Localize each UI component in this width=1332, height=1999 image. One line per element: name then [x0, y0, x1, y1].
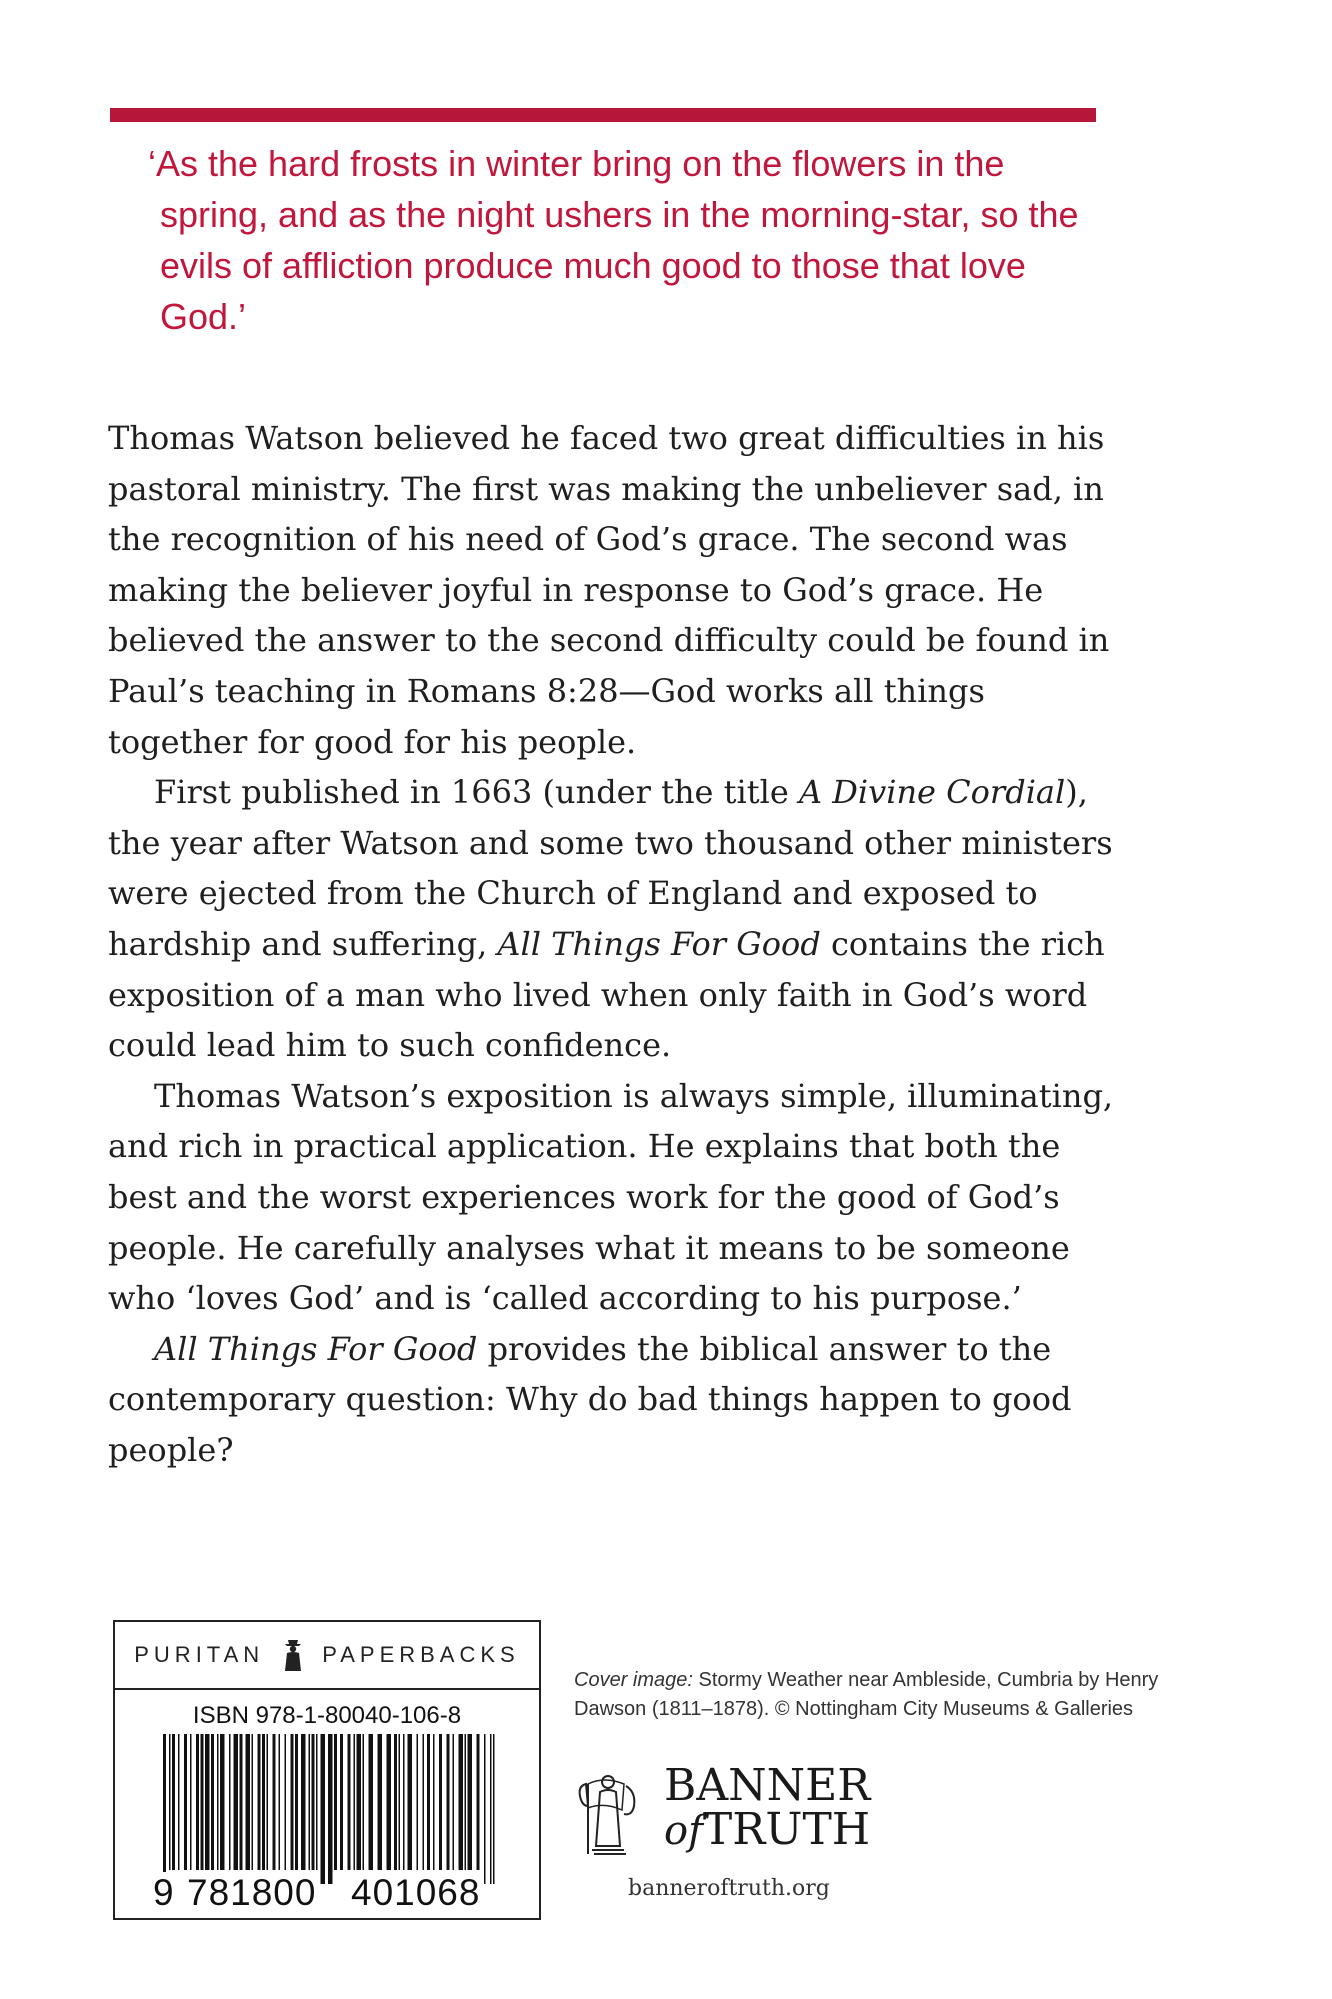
- puritan-figure-icon: [280, 1637, 306, 1673]
- barcode-bar: [354, 1734, 356, 1870]
- barcode-bar: [468, 1734, 473, 1870]
- barcode-bar: [178, 1734, 180, 1870]
- publisher-name: [664, 1760, 871, 1855]
- barcode-bar: [205, 1734, 210, 1870]
- title-all-things-for-good: All Things For Good: [154, 1329, 478, 1368]
- barcode-bar: [484, 1734, 486, 1884]
- barcode-bar: [423, 1734, 425, 1870]
- barcode-bar: [477, 1734, 480, 1870]
- title-all-things-for-good: All Things For Good: [497, 924, 821, 963]
- barcode-bar: [399, 1734, 401, 1870]
- barcode-bar: [273, 1734, 276, 1870]
- cover-credit: [574, 1666, 1214, 1724]
- barcode-bar: [490, 1734, 492, 1884]
- series-banner: [115, 1622, 539, 1690]
- barcode-bar: [229, 1734, 231, 1870]
- blurb-paragraph-4: All Things For Good provides the biblical answer to the contemporary question: Why do bad things happen to good people?: [108, 1329, 1072, 1469]
- publisher-name-line-2: ofTRUTH: [664, 1804, 871, 1855]
- barcode-bar: [433, 1734, 435, 1870]
- barcode-bar: [408, 1734, 413, 1870]
- barcode-digits-group-2: 401068: [351, 1872, 481, 1913]
- barcode-bar: [220, 1734, 225, 1870]
- barcode-bar: [301, 1734, 306, 1870]
- barcode-bar: [258, 1734, 261, 1870]
- barcode-bar: [403, 1734, 405, 1870]
- barcode-bar: [340, 1734, 343, 1870]
- cover-credit-text: Stormy Weather near Ambleside, Cumbria by Henry Dawson (1811–1878). © Nottingham City Museums & Galleries: [574, 1669, 1159, 1720]
- barcode-bar: [378, 1734, 383, 1870]
- series-name-left: PURITAN: [134, 1642, 265, 1667]
- barcode-bar: [211, 1734, 214, 1870]
- barcode-bar: [163, 1734, 166, 1884]
- blurb: [108, 413, 1118, 1475]
- barcode-bar: [285, 1734, 287, 1870]
- barcode-bar: [387, 1734, 392, 1870]
- barcode: [155, 1734, 505, 1884]
- barcode-bar: [246, 1734, 251, 1870]
- barcode-bar: [447, 1734, 450, 1870]
- barcode-bar: [169, 1734, 171, 1870]
- barcode-bar: [348, 1734, 351, 1870]
- blurb-paragraph-2: First published in 1663 (under the title A Divine Cordial), the year after Watson and some two thousand other ministers were ejected from the Church of England and exposed to hardship and suffering, All Things For Good contains the rich exposition of a man who lived when only faith in God’s word could lead him to such confidence.: [108, 773, 1113, 1065]
- publisher-url[interactable]: banneroftruth.org: [628, 1876, 830, 1901]
- accent-bar: [110, 108, 1096, 122]
- barcode-bar: [196, 1734, 199, 1870]
- barcode-bar: [262, 1734, 265, 1870]
- barcode-bar: [316, 1734, 318, 1870]
- isbn-box: [113, 1620, 541, 1920]
- barcode-bar: [234, 1734, 239, 1870]
- barcode-bar: [417, 1734, 419, 1870]
- barcode-bar: [427, 1734, 430, 1870]
- barcode-bar: [465, 1734, 467, 1870]
- barcode-bar: [309, 1734, 311, 1870]
- barcode-bar: [217, 1734, 219, 1870]
- barcode-bar: [394, 1734, 397, 1870]
- barcode-bar: [363, 1734, 365, 1870]
- barcode-bar: [267, 1734, 269, 1870]
- barcode-bar: [279, 1734, 281, 1870]
- barcode-bar: [369, 1734, 374, 1870]
- barcode-bar: [252, 1734, 254, 1870]
- barcode-bar: [357, 1734, 362, 1870]
- barcode-bar: [240, 1734, 243, 1870]
- barcode-bar: [328, 1734, 333, 1884]
- barcode-bar: [439, 1734, 442, 1870]
- banner-figure-icon: [574, 1766, 644, 1862]
- publisher-name-line-1: BANNER: [664, 1760, 871, 1811]
- barcode-digits-group-1: 781800: [187, 1872, 317, 1913]
- barcode-bar: [190, 1734, 192, 1870]
- barcode-bar: [184, 1734, 187, 1870]
- isbn-label: ISBN 978-1-80040-106-8: [192, 1702, 462, 1729]
- series-name-right: PAPERBACKS: [322, 1642, 520, 1667]
- barcode-bar: [201, 1734, 204, 1870]
- barcode-digit-first: 9: [153, 1872, 175, 1913]
- barcode-bar: [295, 1734, 298, 1870]
- barcode-bar: [312, 1734, 315, 1870]
- pull-quote: ‘As the hard frosts in winter bring on the flowers in the spring, and as the night ushers in the morning-star, so the evils of affliction produce much good to those that love God.’: [148, 143, 1079, 337]
- cover-credit-label: Cover image:: [574, 1669, 693, 1691]
- barcode-bar: [321, 1734, 326, 1884]
- barcode-bar: [172, 1734, 175, 1870]
- barcode-bar: [493, 1734, 495, 1884]
- barcode-bar: [334, 1734, 337, 1870]
- blurb-paragraph-3: Thomas Watson’s exposition is always simple, illuminating, and rich in practical application. He explains that both the best and the worst experiences work for the good of God’s people. He carefully analyses what it means to be someone who ‘loves God’ and is ‘called according to his purpose.’: [108, 1076, 1114, 1318]
- barcode-bar: [291, 1734, 294, 1870]
- barcode-bar: [453, 1734, 455, 1870]
- title-a-divine-cordial: A Divine Cordial: [798, 773, 1066, 812]
- blurb-paragraph-1: Thomas Watson believed he faced two great difficulties in his pastoral ministry. The first was making the unbeliever sad, in the recognition of his need of God’s grace. The second was making the believer joyful in response to God’s grace. He believed the answer to the second difficulty could be found in Paul’s teaching in Romans 8:28—God works all things together for good for his people.: [108, 419, 1110, 761]
- barcode-bar: [459, 1734, 464, 1870]
